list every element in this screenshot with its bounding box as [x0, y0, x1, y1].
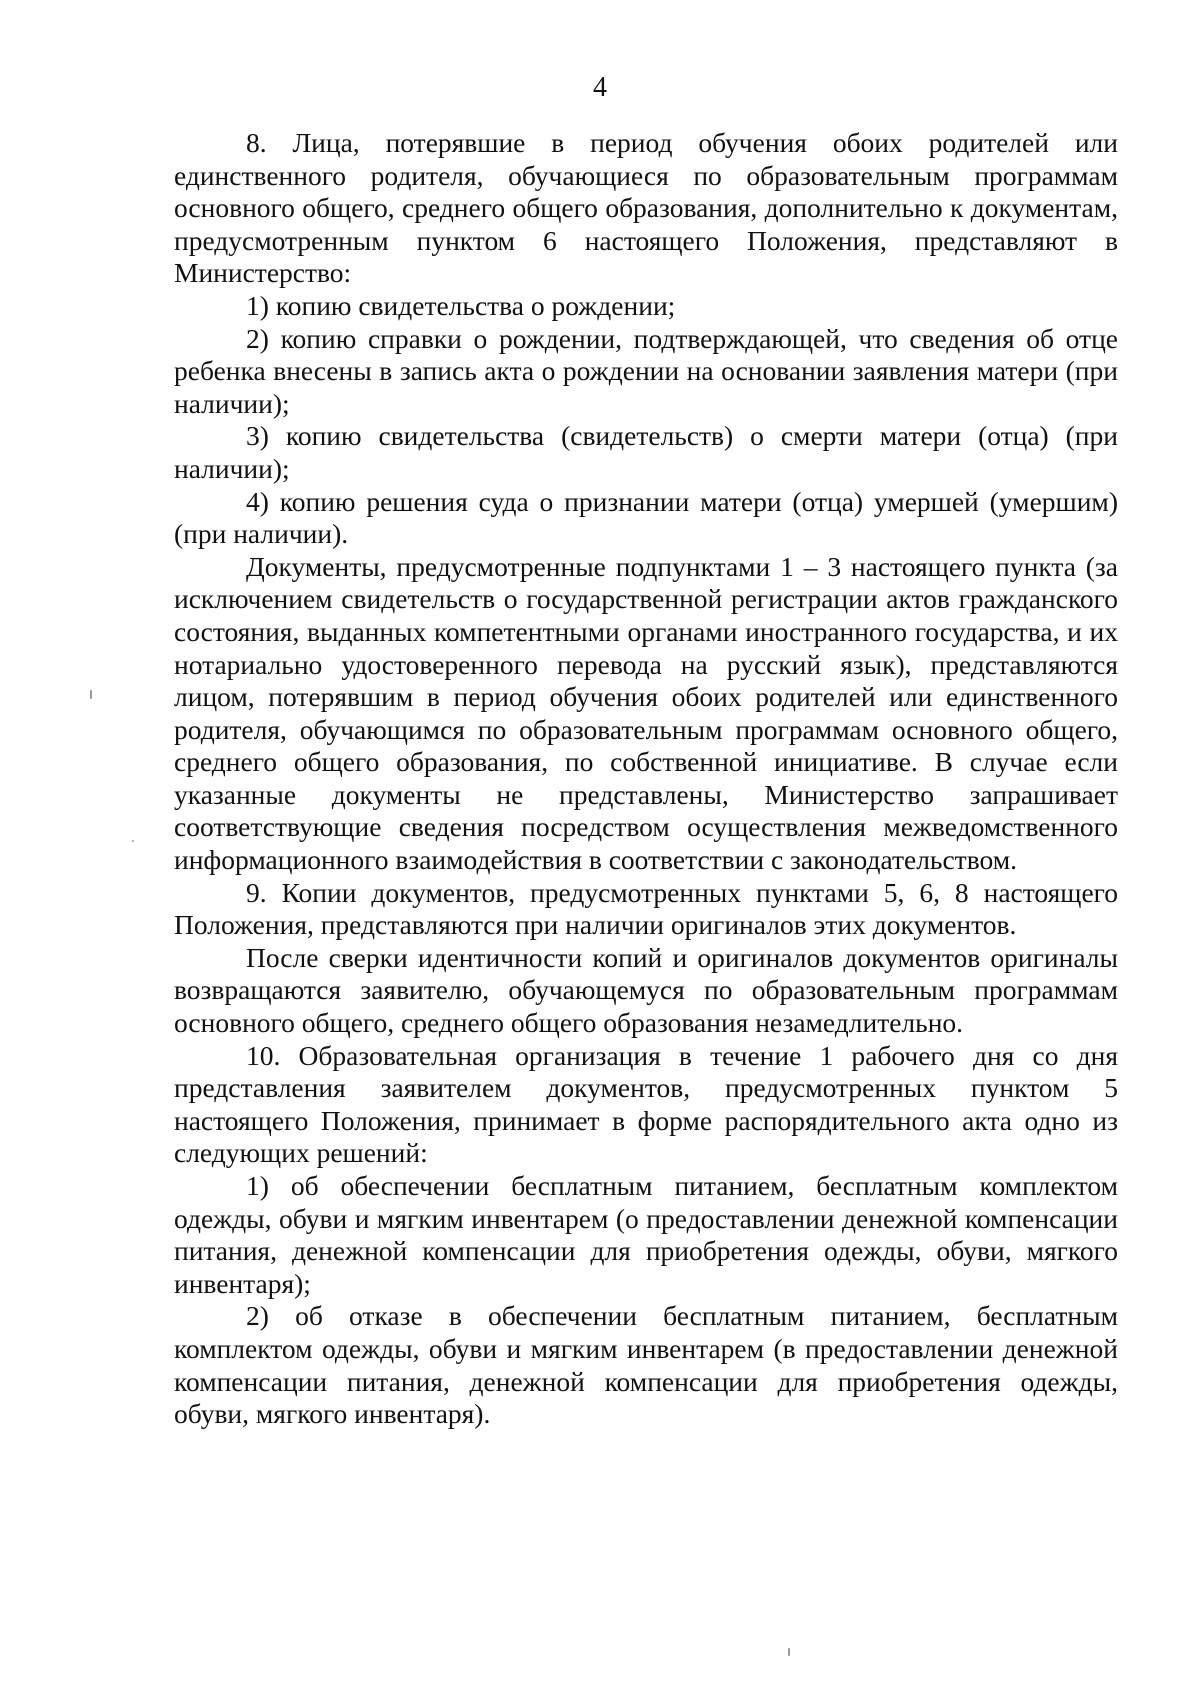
paragraph-8: 8. Лица, потерявшие в период обучения обоих родителей или единственного родителя, обучающиеся по образовательным программам основного общего, среднего общего образования, дополнительно к документам, предусмотренным пунктом 6 настоящего Положения, представляют в Министерство: — [174, 127, 1118, 289]
document-body — [174, 127, 1118, 1431]
scan-speck — [90, 690, 92, 699]
paragraph-10-decision-2: 2) об отказе в обеспечении бесплатным питанием, бесплатным комплектом одежды, обуви и мягким инвентарем (в предоставлении денежной компенсации питания, денежной компенсации для приобретения одежды, обуви, мягкого инвентаря). — [174, 1300, 1118, 1430]
paragraph-8-item-4: 4) копию решения суда о признании матери (отца) умершей (умершим) (при наличии). — [174, 485, 1118, 550]
paragraph-10-decision-1: 1) об обеспечении бесплатным питанием, бесплатным комплектом одежды, обуви и мягким инвентарем (о предоставлении денежной компенсации питания, денежной компенсации для приобретения одежды, обуви, мягкого инвентаря); — [174, 1170, 1118, 1299]
paragraph-9-verification: После сверки идентичности копий и оригиналов документов оригиналы возвращаются заявителю, обучающемуся по образовательным программам основного общего, среднего общего образования незамедлительно. — [174, 941, 1118, 1039]
paragraph-10: 10. Образовательная организация в течение 1 рабочего дня со дня представления заявителем документов, предусмотренных пунктом 5 настоящего Положения, принимает в форме распорядительного акта одно из следующих решений: — [174, 1039, 1118, 1169]
paragraph-8-item-3: 3) копию свидетельства (свидетельств) о смерти матери (отца) (при наличии); — [174, 420, 1118, 484]
paragraph-8-item-1: 1) копию свидетельства о рождении; — [246, 289, 676, 321]
paragraph-8-item-2: 2) копию справки о рождении, подтверждающей, что сведения об отце ребенка внесены в запись акта о рождении на основании заявления матери (при наличии); — [174, 322, 1118, 419]
page-number: 4 — [593, 72, 607, 103]
paragraph-8-documents-note: Документы, предусмотренные подпунктами 1 – 3 настоящего пункта (за исключением свидетельств о государственной регистрации актов гражданского состояния, выданных компетентными органами иностранного государства, и их нотариально удостоверенного перевода на русский язык), представляются лицом, потерявшим в период обучения обоих родителей или единственного родителя, обучающимся по образовательным программам основного общего, среднего общего образования, по собственной инициативе. В случае если указанные документы не представлены, Министерство запрашивает соответствующие сведения посредством осуществления межведомственного информационного взаимодействия в соответствии с законодательством. — [174, 550, 1118, 876]
scan-speck — [132, 840, 134, 842]
scan-speck — [788, 1648, 790, 1656]
paragraph-9: 9. Копии документов, предусмотренных пунктами 5, 6, 8 настоящего Положения, представляются при наличии оригиналов этих документов. — [174, 876, 1118, 941]
